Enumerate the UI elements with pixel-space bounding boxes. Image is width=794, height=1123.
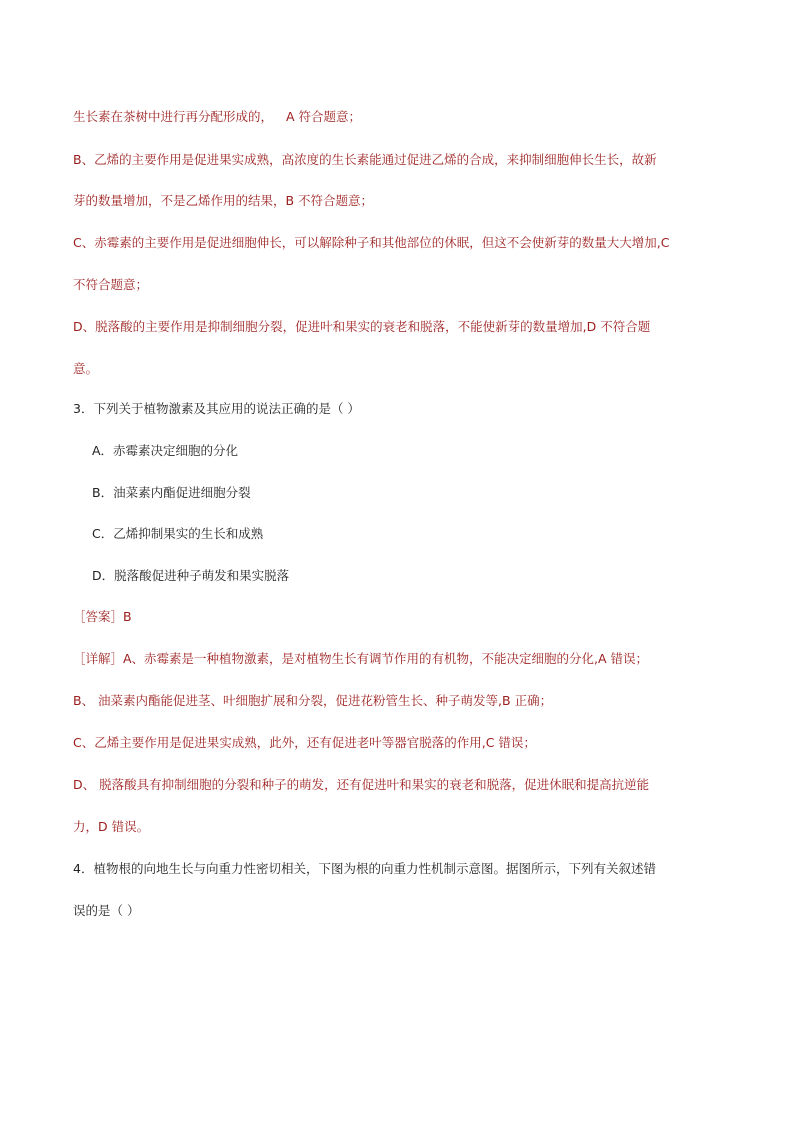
explanation-line: 力，D 错误。 bbox=[73, 819, 150, 834]
question-3-option-a: A．赤霉素决定细胞的分化 bbox=[92, 443, 239, 458]
text-line: C、赤霉素的主要作用是促进细胞伸长，可以解除种子和其他部位的休眠，但这不会使新芽的数量大大增加,C bbox=[73, 235, 670, 250]
question-3-option-d: D．脱落酸促进种子萌发和果实脱落 bbox=[92, 568, 290, 583]
question-3-option-b: B．油菜素内酯促进细胞分裂 bbox=[92, 485, 251, 500]
question-4-stem: 4．植物根的向地生长与向重力性密切相关，下图为根的向重力性机制示意图。据图所示，下列有关叙述错 bbox=[73, 861, 656, 876]
text-line: 不符合题意； bbox=[73, 277, 149, 292]
answer-label: ［答案］B bbox=[73, 609, 132, 624]
text-line: 意。 bbox=[73, 361, 99, 376]
text-line: 生长素在茶树中进行再分配形成的， bbox=[73, 109, 274, 124]
text-line-segment: A 符合题意； bbox=[286, 109, 362, 124]
text-line: 芽的数量增加，不是乙烯作用的结果，B 不符合题意； bbox=[73, 193, 374, 208]
question-3-option-c: C．乙烯抑制果实的生长和成熟 bbox=[92, 526, 264, 541]
explanation-line: C、乙烯主要作用是促进果实成熟，此外，还有促进老叶等器官脱落的作用,C 错误； bbox=[73, 735, 536, 750]
text-line: B、乙烯的主要作用是促进果实成熟，高浓度的生长素能通过促进乙烯的合成，来抑制细胞伸长生长，故新 bbox=[73, 152, 657, 167]
explanation-line: ［详解］A、赤霉素是一种植物激素，是对植物生长有调节作用的有机物，不能决定细胞的分化,A 错误； bbox=[73, 651, 649, 666]
explanation-line: B、 油菜素内酯能促进茎、叶细胞扩展和分裂，促进花粉管生长、种子萌发等,B 正确； bbox=[73, 693, 553, 708]
question-4-stem-continued: 误的是（ ） bbox=[73, 903, 140, 918]
explanation-line: D、 脱落酸具有抑制细胞的分裂和种子的萌发，还有促进叶和果实的衰老和脱落，促进休眠和提高抗逆能 bbox=[73, 777, 650, 792]
text-line: D、脱落酸的主要作用是抑制细胞分裂，促进叶和果实的衰老和脱落，不能使新芽的数量增加,D 不符合题 bbox=[73, 319, 651, 334]
question-3-stem: 3．下列关于植物激素及其应用的说法正确的是（ ） bbox=[73, 401, 360, 416]
